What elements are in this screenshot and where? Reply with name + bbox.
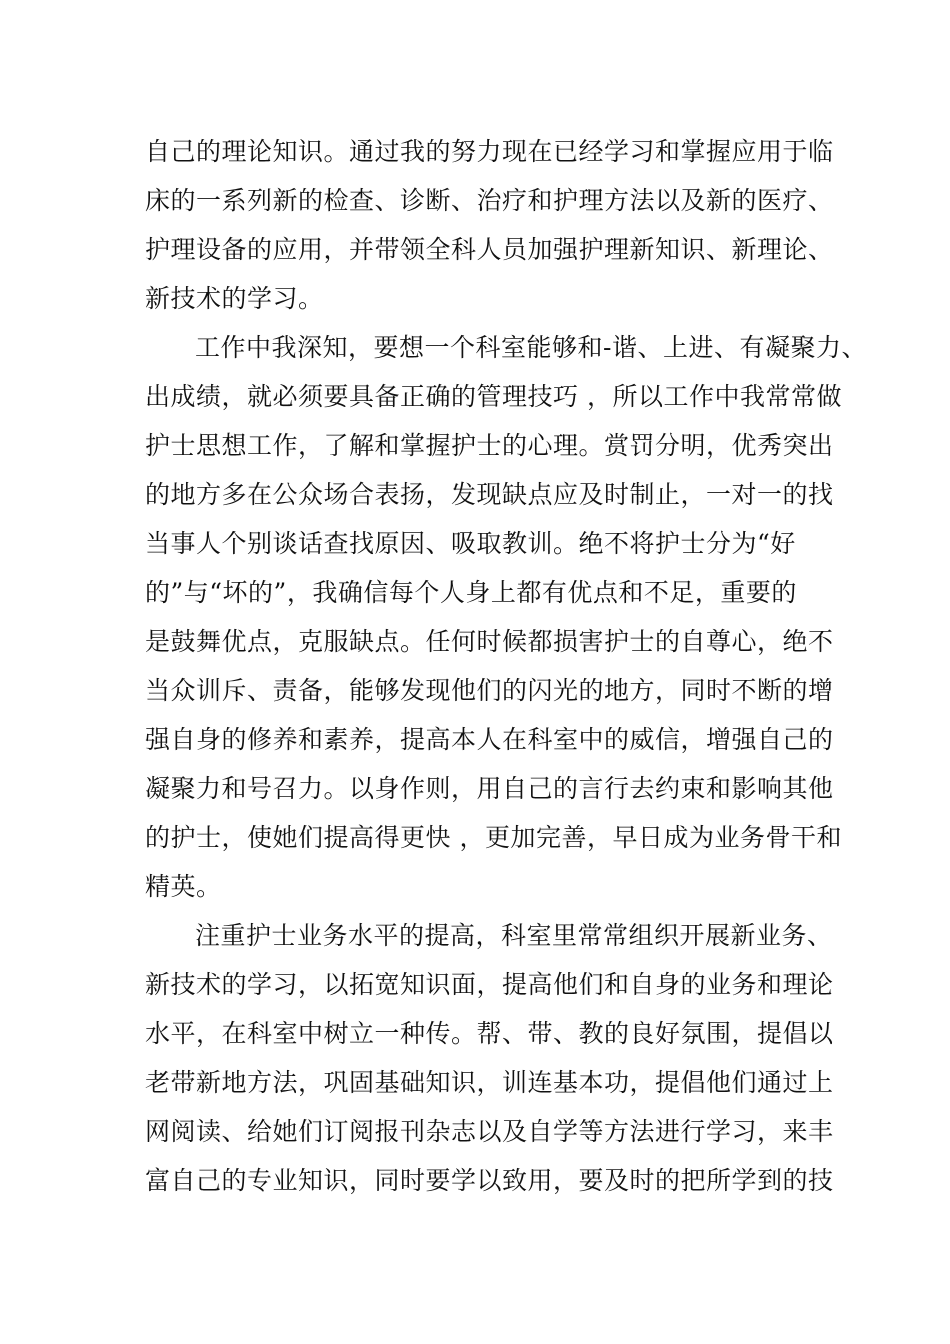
document-body [145, 132, 867, 1210]
text-line: 凝聚力和号召力。以身作则，用自己的言行去约束和影响其他 [145, 774, 834, 803]
text-line: 的”与“坏的”，我确信每个人身上都有优点和不足，重要的 [145, 578, 797, 607]
text-line: 床的一系列新的检查、诊断、治疗和护理方法以及新的医疗、 [145, 186, 834, 215]
text-line: 的护士，使她们提高得更快 ，更加完善，早日成为业务骨干和 [145, 823, 842, 852]
text-line: 出成绩，就必须要具备正确的管理技巧 ，所以工作中我常常做 [145, 382, 842, 411]
paragraph-start-line: 工作中我深知，要想一个科室能够和-谐、上进、有凝聚力、 [195, 333, 867, 362]
text-line: 富自己的专业知识，同时要学以致用，要及时的把所学到的技 [145, 1166, 834, 1195]
text-line: 护士思想工作，了解和掌握护士的心理。赏罚分明，优秀突出 [145, 431, 834, 460]
text-line: 当众训斥、责备，能够发现他们的闪光的地方，同时不断的增 [145, 676, 834, 705]
text-line: 当事人个别谈话查找原因、吸取教训。绝不将护士分为“好 [145, 529, 796, 558]
text-line: 是鼓舞优点，克服缺点。任何时候都损害护士的自尊心，绝不 [145, 627, 834, 656]
text-line: 老带新地方法，巩固基础知识，训连基本功，提倡他们通过上 [145, 1068, 834, 1097]
text-line: 精英。 [145, 872, 222, 901]
text-line: 新技术的学习，以拓宽知识面，提高他们和自身的业务和理论 [145, 970, 834, 999]
text-line: 水平，在科室中树立一种传。帮、带、教的良好氛围，提倡以 [145, 1019, 834, 1048]
text-line: 新技术的学习。 [145, 284, 324, 313]
text-line: 自己的理论知识。通过我的努力现在已经学习和掌握应用于临 [145, 137, 834, 166]
text-line: 护理设备的应用，并带领全科人员加强护理新知识、新理论、 [145, 235, 834, 264]
text-line: 的地方多在公众场合表扬，发现缺点应及时制止，一对一的找 [145, 480, 834, 509]
text-line: 强自身的修养和素养，提高本人在科室中的威信，增强自己的 [145, 725, 834, 754]
text-line: 网阅读、给她们订阅报刊杂志以及自学等方法进行学习，来丰 [145, 1117, 834, 1146]
paragraph-start-line: 注重护士业务水平的提高，科室里常常组织开展新业务、 [195, 921, 833, 950]
